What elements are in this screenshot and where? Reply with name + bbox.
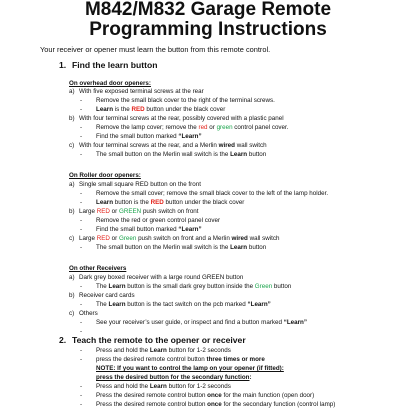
item-label: b) bbox=[69, 208, 75, 215]
other-a-step-1 bbox=[80, 283, 291, 291]
step-text: is the bbox=[114, 106, 132, 113]
green-word: Green bbox=[254, 283, 273, 290]
item-label: b) bbox=[69, 115, 75, 122]
item-text: With five exposed terminal screws at the rear bbox=[79, 88, 204, 95]
dash: - bbox=[80, 392, 83, 399]
step-text: Find the small button marked bbox=[96, 226, 179, 233]
dash: - bbox=[80, 328, 83, 335]
step-text: press the desired remote control button bbox=[96, 356, 207, 363]
dash: - bbox=[80, 244, 83, 251]
note-text: NOTE: If you want to control the lamp on your opener (if fitted): bbox=[96, 365, 284, 372]
other-heading: On other Receivers bbox=[69, 265, 127, 272]
section-title: Find the learn button bbox=[72, 60, 158, 70]
dash: - bbox=[80, 347, 83, 354]
other-b-step-1 bbox=[80, 301, 271, 309]
red-word: RED bbox=[96, 235, 110, 242]
page-subtitle: Programming Instructions bbox=[89, 19, 327, 40]
learn-word: “Learn” bbox=[247, 301, 271, 308]
item-label: c) bbox=[69, 235, 75, 242]
roller-b-step-2 bbox=[80, 226, 202, 234]
item-text: push switch on front bbox=[141, 208, 199, 215]
overhead-item-a bbox=[69, 88, 204, 96]
teach-step-1 bbox=[80, 347, 231, 355]
overhead-item-c bbox=[69, 142, 267, 150]
step-text: Remove the small cover; remove the small black cover to the left of the lamp holder. bbox=[96, 190, 329, 197]
step-text: Press the desired remote control button bbox=[96, 401, 208, 408]
learn-word: Learn bbox=[149, 383, 167, 390]
roller-a-step-1 bbox=[80, 190, 328, 198]
red-word: RED bbox=[96, 208, 110, 215]
item-text: wall switch bbox=[247, 235, 280, 242]
step-text: button under the black cover bbox=[144, 106, 226, 113]
item-text: push switch on front and a Merlin bbox=[136, 235, 232, 242]
learn-word: Learn bbox=[108, 283, 126, 290]
item-text: wall switch bbox=[234, 142, 267, 149]
intro-text: Your receiver or opener must learn the button from this remote control. bbox=[40, 45, 271, 54]
dash: - bbox=[80, 301, 83, 308]
item-label: b) bbox=[69, 292, 75, 299]
roller-c-step-1 bbox=[80, 244, 266, 252]
step-text: control panel cover. bbox=[232, 124, 289, 131]
teach-note-1 bbox=[96, 365, 284, 373]
dash: - bbox=[80, 226, 83, 233]
bold-text: once bbox=[207, 401, 222, 408]
step-text: for the main function (open door) bbox=[221, 392, 315, 399]
item-label: a) bbox=[69, 274, 75, 281]
learn-word: Learn bbox=[230, 244, 248, 251]
dash: - bbox=[80, 319, 83, 326]
teach-step-2 bbox=[80, 356, 265, 364]
step-text: The bbox=[96, 301, 109, 308]
step-text: or bbox=[207, 124, 217, 131]
learn-word: “Learn” bbox=[283, 319, 308, 326]
item-label: c) bbox=[69, 310, 75, 317]
red-word: red bbox=[198, 124, 208, 131]
section-number: 1. bbox=[59, 60, 67, 70]
item-label: a) bbox=[69, 88, 75, 95]
note-text: press the desired button for the secondary function bbox=[96, 374, 250, 381]
red-word: RED bbox=[131, 106, 145, 113]
roller-heading: On Roller door openers: bbox=[69, 172, 141, 179]
item-text: Large bbox=[79, 235, 97, 242]
bold-text: once bbox=[207, 392, 222, 399]
teach-note-2 bbox=[96, 374, 252, 382]
dash: - bbox=[80, 283, 83, 290]
item-text: Receiver card cards bbox=[79, 292, 135, 299]
bold-text: three times or more bbox=[206, 356, 265, 363]
teach-step-3 bbox=[80, 383, 231, 391]
step-text: See your receiver’s user guide, or inspect and find a button marked bbox=[96, 319, 284, 326]
learn-word: Learn bbox=[108, 301, 126, 308]
overhead-item-b bbox=[69, 115, 284, 123]
step-text: Press and hold the bbox=[96, 383, 150, 390]
step-text: Press and hold the bbox=[96, 347, 150, 354]
wired-word: wired bbox=[231, 235, 248, 242]
step-text: The small button on the Merlin wall switch is the bbox=[96, 244, 231, 251]
green-word: Green bbox=[118, 235, 137, 242]
step-text: button bbox=[247, 244, 267, 251]
step-text: Find the small button marked bbox=[96, 133, 179, 140]
dash: - bbox=[80, 217, 83, 224]
step-text: button bbox=[272, 283, 292, 290]
page-title: M842/M832 Garage Remote bbox=[84, 0, 332, 20]
other-item-a bbox=[69, 274, 243, 282]
item-text: Large bbox=[79, 208, 97, 215]
item-label: a) bbox=[69, 181, 75, 188]
dash: - bbox=[80, 124, 83, 131]
dash: - bbox=[80, 356, 83, 363]
item-text: With four terminal screws at the rear, possibly covered with a plastic panel bbox=[79, 115, 284, 122]
section-2-heading bbox=[59, 335, 246, 345]
step-text: Press the desired remote control button bbox=[96, 392, 208, 399]
overhead-heading: On overhead door openers: bbox=[69, 80, 151, 87]
step-text: The small button on the Merlin wall switch is the bbox=[96, 151, 231, 158]
roller-item-a bbox=[69, 181, 201, 189]
dash: - bbox=[80, 151, 83, 158]
step-text: button for 1-2 seconds bbox=[166, 383, 231, 390]
section-number: 2. bbox=[59, 335, 67, 345]
dash: - bbox=[80, 133, 83, 140]
dash: - bbox=[80, 199, 83, 206]
wired-word: wired bbox=[218, 142, 235, 149]
section-1-heading bbox=[59, 60, 157, 70]
overhead-b-step-1 bbox=[80, 124, 289, 132]
item-text: or bbox=[109, 235, 119, 242]
item-text: Single small square RED button on the front bbox=[79, 181, 201, 188]
section-title: Teach the remote to the opener or receiver bbox=[72, 335, 246, 345]
step-text: Remove the lamp cover; remove the bbox=[96, 124, 199, 131]
step-text: button is the small dark grey button inside the bbox=[125, 283, 255, 290]
learn-word: Learn bbox=[149, 347, 167, 354]
step-text: The bbox=[96, 283, 109, 290]
dash: - bbox=[80, 383, 83, 390]
roller-a-step-2 bbox=[80, 199, 244, 207]
green-word: GREEN bbox=[118, 208, 142, 215]
other-c-step-1 bbox=[80, 319, 307, 327]
green-word: green bbox=[216, 124, 233, 131]
item-text: With four terminal screws at the rear, and a Merlin bbox=[79, 142, 219, 149]
step-text: button is the tact switch on the pcb marked bbox=[125, 301, 248, 308]
learn-word: “Learn” bbox=[178, 226, 202, 233]
step-text: button is the bbox=[113, 199, 151, 206]
overhead-a-step-2 bbox=[80, 106, 225, 114]
step-text: Remove the small black cover to the right of the terminal screws. bbox=[96, 97, 275, 104]
dash: - bbox=[80, 190, 83, 197]
dash: - bbox=[80, 106, 83, 113]
step-text: button for 1-2 seconds bbox=[166, 347, 231, 354]
note-colon: : bbox=[249, 374, 252, 381]
teach-step-5 bbox=[80, 401, 335, 409]
roller-b-step-1 bbox=[80, 217, 220, 225]
learn-word: “Learn” bbox=[178, 133, 202, 140]
learn-word: Learn bbox=[230, 151, 248, 158]
teach-step-4 bbox=[80, 392, 314, 400]
step-text: Remove the red or green control panel cover bbox=[96, 217, 221, 224]
roller-item-b bbox=[69, 208, 199, 216]
overhead-a-step-1 bbox=[80, 97, 275, 105]
roller-item-c bbox=[69, 235, 279, 243]
step-text: button bbox=[247, 151, 267, 158]
item-text: Others bbox=[79, 310, 98, 317]
other-item-c bbox=[69, 310, 98, 318]
overhead-c-step-1 bbox=[80, 151, 266, 159]
step-text: for the secondary function (control lamp) bbox=[221, 401, 336, 408]
learn-word: Learn bbox=[96, 199, 114, 206]
learn-word: Learn bbox=[96, 106, 114, 113]
item-text: Dark grey boxed receiver with a large round GREEN button bbox=[79, 274, 244, 281]
item-text: or bbox=[109, 208, 119, 215]
overhead-b-step-2 bbox=[80, 133, 202, 141]
red-word: RED bbox=[150, 199, 164, 206]
step-text: button under the black cover bbox=[163, 199, 245, 206]
other-item-b bbox=[69, 292, 135, 300]
item-label: c) bbox=[69, 142, 75, 149]
dash: - bbox=[80, 401, 83, 408]
dash: - bbox=[80, 97, 83, 104]
